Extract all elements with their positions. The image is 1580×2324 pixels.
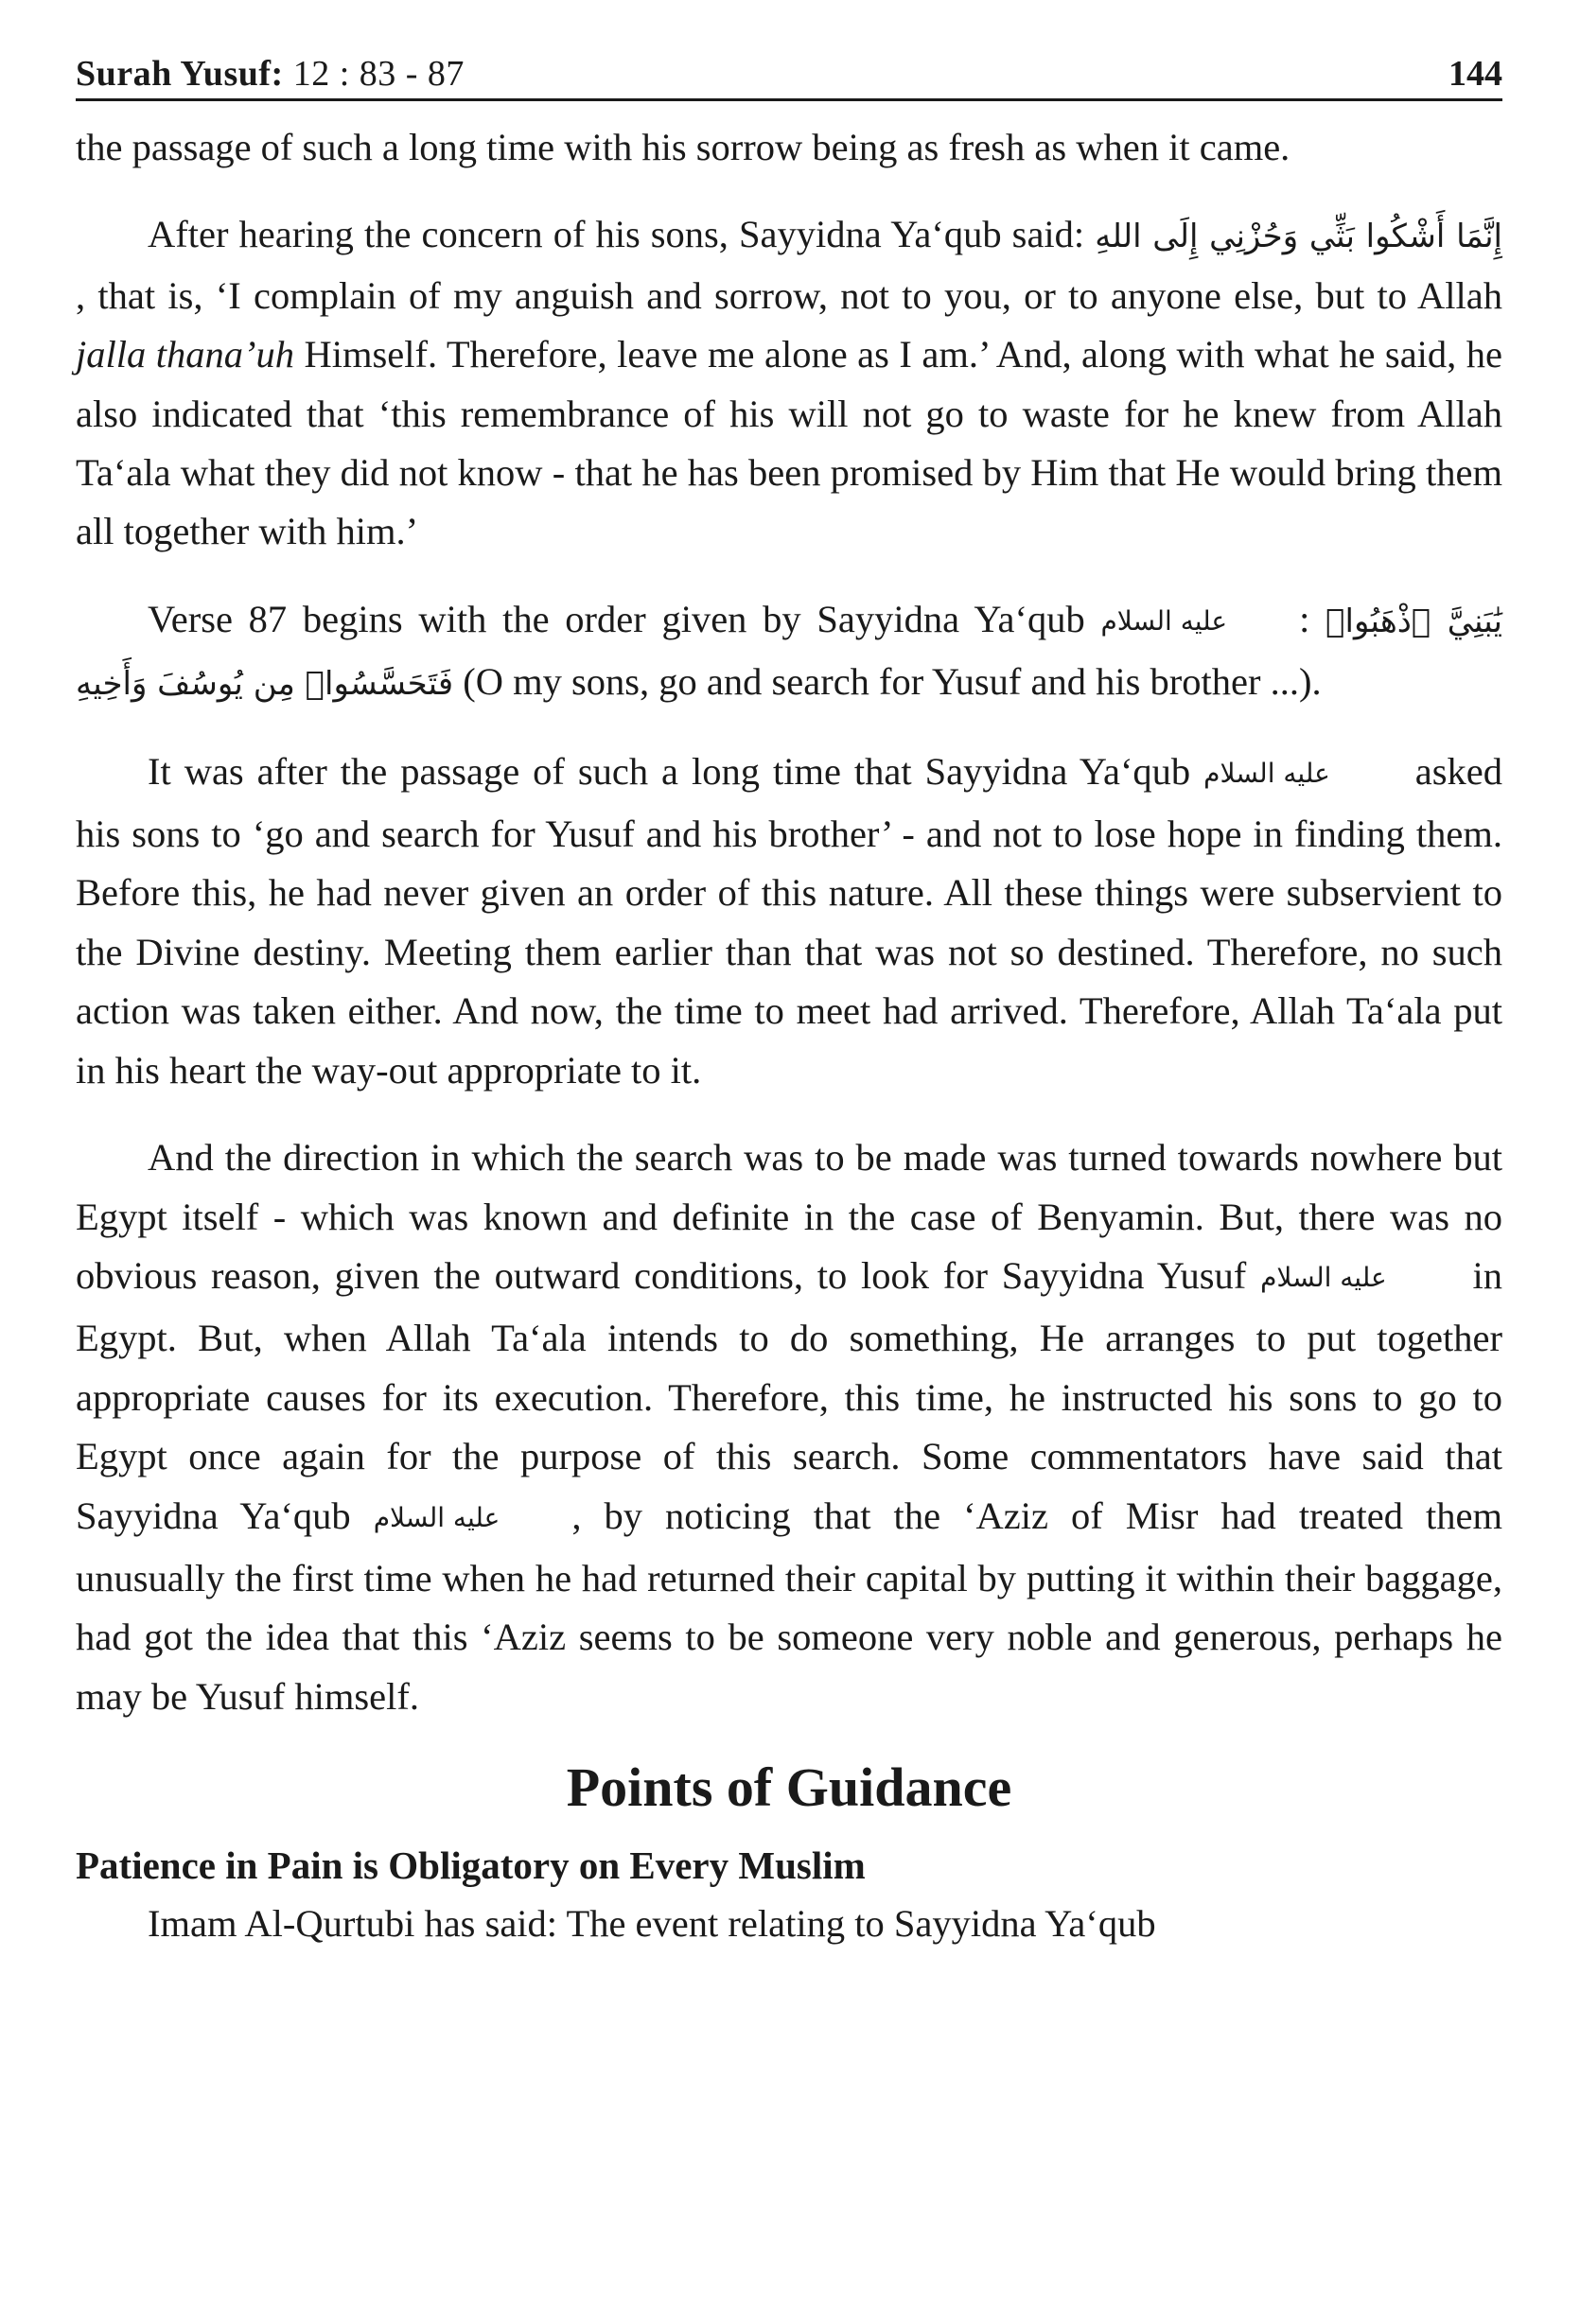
arabic-quote-2: يَٰبَنِيَّ ٱذْهَبُوا۟ فَتَحَسَّسُوا۟ مِن يُوسُفَ وَأَخِيهِ xyxy=(76,602,1503,704)
paragraph-3-text-a: Verse 87 begins with the order given by Sayyidna Ya‘qub xyxy=(148,597,1085,640)
paragraph-2-italic: jalla thana’uh xyxy=(76,333,294,376)
paragraph-2-text-b: , that is, ‘I complain of my anguish and sorrow, not to you, or to anyone else, but to Allah xyxy=(76,273,1502,317)
section-subtitle: Patience in Pain is Obligatory on Every Muslim xyxy=(76,1843,866,1888)
paragraph-4-text-b: asked his sons to ‘go and search for Yusuf and his brother’ - and not to lose hope in finding them. Before this, he had never given an order of this nature. All these things were subservient to the Divine destiny. Meeting them earlier than that was not so destined. Therefore, no such action was taken either. And now, the time to meet had arrived. Therefore, Allah Ta‘ala put in his heart the way-out appropriate to it. xyxy=(76,749,1503,1092)
paragraph-4 xyxy=(76,743,1502,1100)
header-verse-range: 12 : 83 - 87 xyxy=(292,54,465,94)
section-title: Points of Guidance xyxy=(566,1756,1012,1819)
page-body xyxy=(76,118,1502,1954)
paragraph-2 xyxy=(76,205,1502,561)
paragraph-2-text-c: Himself. Therefore, leave me alone as I am.’ And, along with what he said, he also indicated that ‘this remembrance of his will not go to waste for he knew from Allah Ta‘ala what they did not know - that he has been promised by Him that He would bring them all together with him.’ xyxy=(76,333,1503,553)
paragraph-3-text-b: (O my sons, go and search for Yusuf and his brother ...). xyxy=(463,660,1322,704)
paragraph-5-text-a: And the direction in which the search was to be made was turned towards nowhere but Egypt itself - which was known and definite in the case of Benyamin. But, there was no obvious reason, given the outward conditions, to look for Sayyidna Yusuf xyxy=(76,1136,1502,1297)
paragraph-3 xyxy=(76,590,1502,714)
header-separator: : xyxy=(271,54,284,94)
honorific-icon: عليه السلام xyxy=(1100,604,1228,637)
paragraph-5 xyxy=(76,1128,1502,1726)
paragraph-6-text: Imam Al-Qurtubi has said: The event relating to Sayyidna Ya‘qub xyxy=(148,1902,1156,1946)
honorific-icon: عليه السلام xyxy=(373,1501,500,1533)
paragraph-6 xyxy=(76,1895,1502,1953)
honorific-icon: عليه السلام xyxy=(1260,1261,1387,1293)
header-surah-name: Surah Yusuf xyxy=(76,54,272,94)
paragraph-1-text: the passage of such a long time with his sorrow being as fresh as when it came. xyxy=(76,126,1290,168)
page-number: 144 xyxy=(1448,54,1502,94)
paragraph-5-text-c: , by noticing that the ‘Aziz of Misr had treated them unusually the first time when he had returned their capital by putting it within their baggage, had got the idea that this ‘Aziz seems to be someone very noble and generous, perhaps he may be Yusuf himself. xyxy=(76,1494,1502,1718)
arabic-quote-1: إِنَّمَا أَشْكُوا بَثِّي وَحُزْنِي إِلَى اللهِ xyxy=(1095,218,1502,256)
header-reference xyxy=(76,53,465,95)
paragraph-3-colon: : xyxy=(1299,597,1310,640)
paragraph-2-text-a: After hearing the concern of his sons, Sayyidna Ya‘qub said: xyxy=(148,213,1085,256)
running-header xyxy=(76,38,1502,101)
paragraph-1 xyxy=(76,118,1502,177)
paragraph-5-text-b: in Egypt. But, when Allah Ta‘ala intends to do something, He arranges to put together appropriate causes for its execution. Therefore, this time, he instructed his sons to go to Egypt once again for the purpose of this search. Some commentators have said that Sayyidna Ya‘qub xyxy=(76,1253,1503,1537)
page xyxy=(76,38,1502,1954)
honorific-icon: عليه السلام xyxy=(1203,757,1330,789)
paragraph-4-text-a: It was after the passage of such a long time that Sayyidna Ya‘qub xyxy=(148,749,1191,793)
